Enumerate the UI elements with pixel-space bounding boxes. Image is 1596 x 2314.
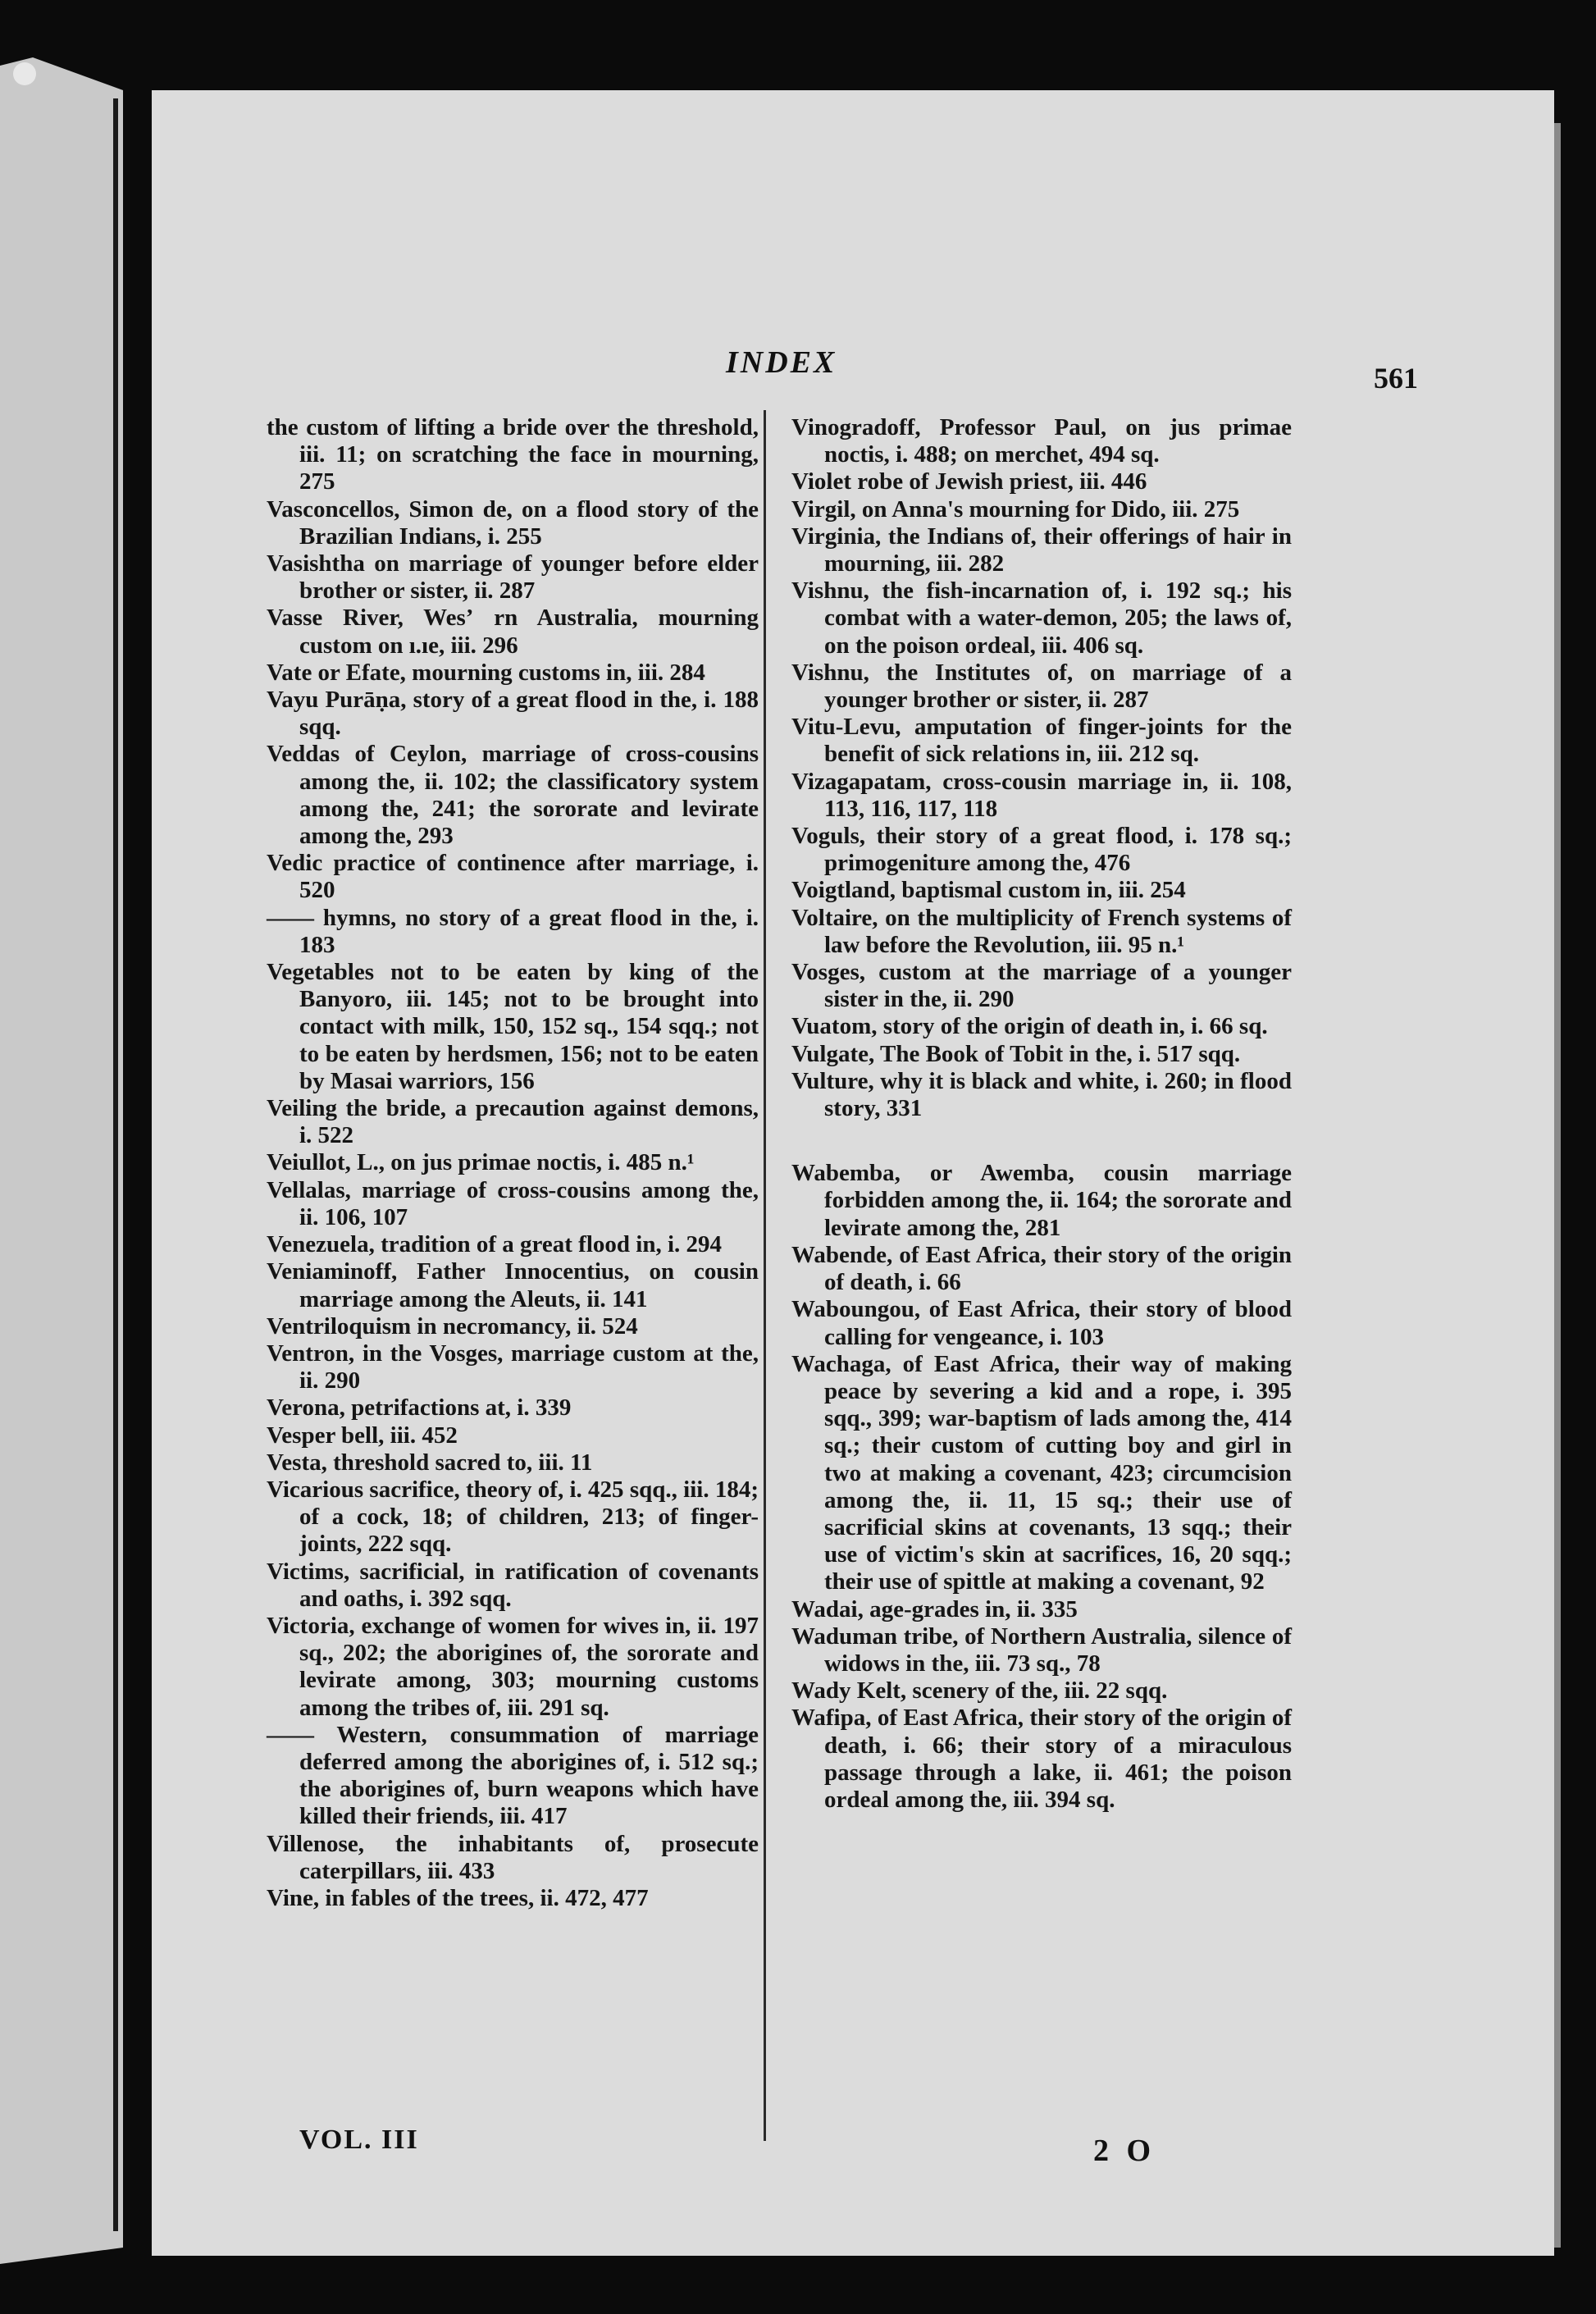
index-entry: Vitu-Levu, amputation of finger-joints for the benefit of sick relations in, iii. 212 sq.: [791, 714, 1292, 768]
index-entry: —— hymns, no story of a great flood in the, i. 183: [267, 904, 759, 958]
index-entry: Wafipa, of East Africa, their story of the origin of death, i. 66; their story of a miraculous passage through a lake, ii. 461; the poison ordeal among the, iii. 394 sq.: [791, 1705, 1292, 1813]
index-entry: Vuatom, story of the origin of death in, i. 66 sq.: [791, 1013, 1268, 1040]
index-entry: Ventron, in the Vosges, marriage custom at the, ii. 290: [267, 1340, 759, 1394]
index-entry: Vosges, custom at the marriage of a younger sister in the, ii. 290: [791, 959, 1292, 1013]
index-entry: Vate or Efate, mourning customs in, iii. 284: [267, 659, 705, 686]
index-entry: Voltaire, on the multiplicity of French systems of law before the Revolution, iii. 95 n.¹: [791, 904, 1292, 958]
index-entry: Wachaga, of East Africa, their way of making peace by severing a kid and a rope, i. 395 sqq., 399; war-baptism of lads among the, 414 sq.; their custom of cutting boy and girl in two at making a covenant, 423; circumcision among the, ii. 11, 15 sq.; their use of sacrificial skins at covenants, 13 sqq.; their use of victim's skin at sacrifices, 16, 20 sqq.; their use of spittle at making a covenant, 92: [791, 1350, 1292, 1595]
index-entry: Veniaminoff, Father Innocentius, on cousin marriage among the Aleuts, ii. 141: [267, 1258, 759, 1312]
index-entry: Wabemba, or Awemba, cousin marriage forbidden among the, ii. 164; the sororate and levirate among the, 281: [791, 1160, 1292, 1241]
index-entry: Veiling the bride, a precaution against demons, i. 522: [267, 1095, 759, 1149]
index-entry: Victims, sacrificial, in ratification of covenants and oaths, i. 392 sqq.: [267, 1558, 759, 1612]
index-entry: Waduman tribe, of Northern Australia, silence of widows in the, iii. 73 sq., 78: [791, 1623, 1292, 1677]
index-entry: Vinogradoff, Professor Paul, on jus primae noctis, i. 488; on merchet, 494 sq.: [791, 414, 1292, 468]
index-entry: Venezuela, tradition of a great flood in, i. 294: [267, 1231, 723, 1258]
index-entry: Virginia, the Indians of, their offerings of hair in mourning, iii. 282: [791, 523, 1292, 577]
index-entry: Vicarious sacrifice, theory of, i. 425 sqq., iii. 184; of a cock, 18; of children, 213; of finger-joints, 222 sqq.: [267, 1476, 759, 1558]
signature-mark: 2 O: [1093, 2134, 1156, 2168]
index-entry: Vedic practice of continence after marriage, i. 520: [267, 850, 759, 904]
index-entry: Villenose, the inhabitants of, prosecute caterpillars, iii. 433: [267, 1830, 759, 1884]
running-head: INDEX: [726, 345, 837, 380]
column-rule: [764, 410, 766, 2141]
facing-page-edge: [0, 57, 123, 2264]
index-entry: Vulture, why it is black and white, i. 260; in flood story, 331: [791, 1067, 1292, 1122]
index-entry: Waboungou, of East Africa, their story of blood calling for vengeance, i. 103: [791, 1296, 1292, 1350]
index-entry: the custom of lifting a bride over the threshold, iii. 11; on scratching the face in mourning, 275: [267, 414, 759, 495]
index-entry: Veddas of Ceylon, marriage of cross-cousins among the, ii. 102; the classificatory system among the, 241; the sororate and levirate among the, 293: [267, 741, 759, 850]
index-entry: —— Western, consummation of marriage deferred among the aborigines of, i. 512 sq.; the aborigines of, burn weapons which have killed their friends, iii. 417: [267, 1721, 759, 1830]
index-entry: Virgil, on Anna's mourning for Dido, iii. 275: [791, 495, 1240, 523]
volume-label: VOL. III: [299, 2125, 419, 2155]
index-entry: Vishnu, the Institutes of, on marriage of a younger brother or sister, ii. 287: [791, 659, 1292, 714]
index-entry: Vesta, threshold sacred to, iii. 11: [267, 1449, 593, 1476]
index-entry: Victoria, exchange of women for wives in, ii. 197 sq., 202; the aborigines of, the sororate and levirate among, 303; mourning customs among the tribes of, iii. 291 sq.: [267, 1612, 759, 1721]
index-entry: Verona, petrifactions at, i. 339: [267, 1394, 572, 1422]
index-entry: Voguls, their story of a great flood, i. 178 sq.; primogeniture among the, 476: [791, 823, 1292, 877]
index-entry: Vizagapatam, cross-cousin marriage in, ii. 108, 113, 116, 117, 118: [791, 768, 1292, 822]
book-page: [152, 90, 1554, 2256]
index-entry: Wabende, of East Africa, their story of the origin of death, i. 66: [791, 1241, 1292, 1296]
index-entry: Vishnu, the fish-incarnation of, i. 192 sq.; his combat with a water-demon, 205; the laws of, on the poison ordeal, iii. 406 sq.: [791, 577, 1292, 659]
page-number: 561: [1374, 362, 1418, 395]
index-entry: Vasconcellos, Simon de, on a flood story of the Brazilian Indians, i. 255: [267, 495, 759, 550]
index-entry: Vellalas, marriage of cross-cousins among the, ii. 106, 107: [267, 1176, 759, 1230]
index-entry: Vayu Purāṇa, story of a great flood in the, i. 188 sqq.: [267, 687, 759, 741]
index-column-right: [791, 414, 1292, 1814]
index-entry: Voigtland, baptismal custom in, iii. 254: [791, 877, 1186, 904]
index-entry: Vegetables not to be eaten by king of the Banyoro, iii. 145; not to be brought into contact with milk, 150, 152 sq., 154 sqq.; not to be eaten by herdsmen, 156; not to be eaten by Masai warriors, 156: [267, 959, 759, 1094]
index-entry: Violet robe of Jewish priest, iii. 446: [791, 468, 1147, 495]
index-entry: Vine, in fables of the trees, ii. 472, 477: [267, 1884, 649, 1911]
index-entry: Wadai, age-grades in, ii. 335: [791, 1595, 1078, 1623]
index-entry: Vulgate, The Book of Tobit in the, i. 517 sqq.: [791, 1040, 1241, 1067]
index-entry: Veiullot, L., on jus primae noctis, i. 485 n.¹: [267, 1149, 695, 1176]
index-entry: Ventriloquism in necromancy, ii. 524: [267, 1312, 638, 1340]
index-entry: Wady Kelt, scenery of the, iii. 22 sqq.: [791, 1677, 1168, 1705]
index-column-left: [267, 414, 759, 1912]
index-entry: Vesper bell, iii. 452: [267, 1422, 458, 1449]
index-entry: Vasse River, Wesʼ rn Australia, mourning custom on ı.ıe, iii. 296: [267, 605, 759, 659]
index-entry: Vasishtha on marriage of younger before elder brother or sister, ii. 287: [267, 550, 759, 605]
